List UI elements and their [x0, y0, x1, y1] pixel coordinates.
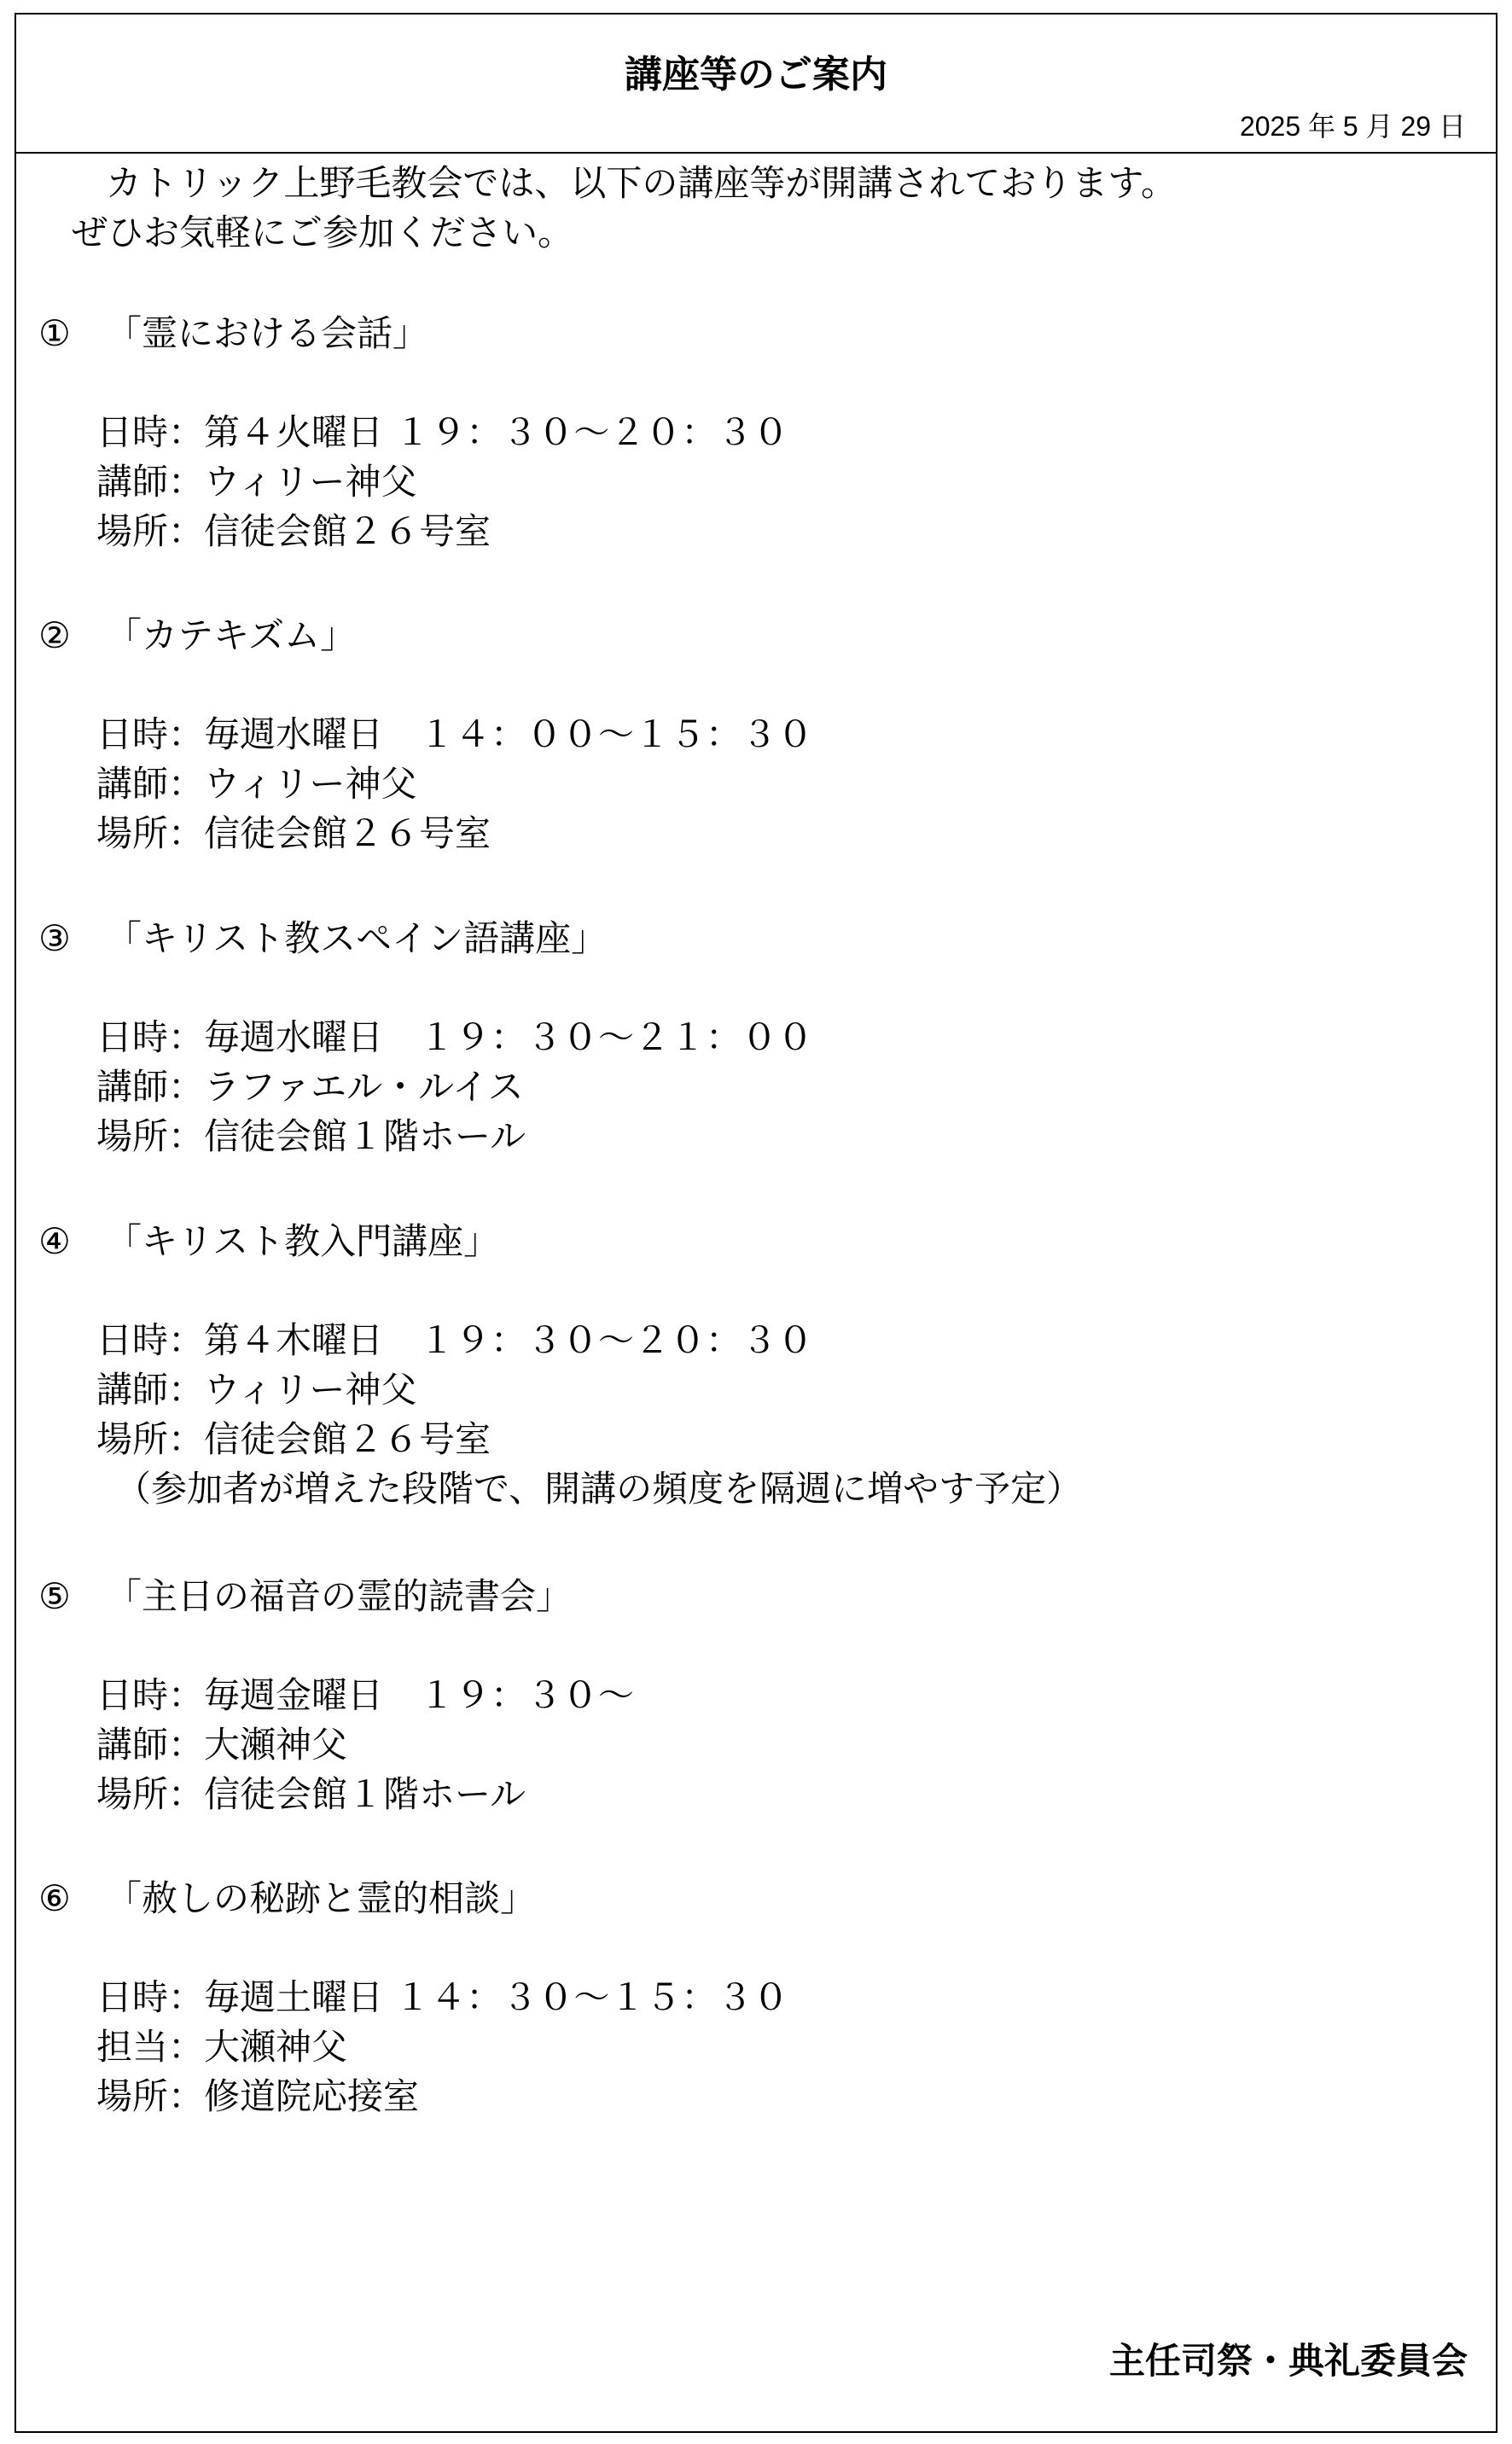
course-time: 日時：毎週水曜日 １９：３０～２１：００ [96, 1016, 814, 1058]
course-place: 場所：信徒会館１階ホール [96, 1773, 526, 1815]
course-time: 日時：第４火曜日 １９：３０～２０：３０ [96, 411, 789, 453]
document-date: 2025 年 5 月 29 日 [1239, 111, 1466, 142]
course-details [0, 1316, 1082, 1514]
course-name: 「カテキズム」 [106, 614, 357, 656]
course-heading [0, 309, 788, 358]
course-place: 場所：信徒会館２６号室 [96, 1418, 491, 1460]
course-heading [0, 1572, 634, 1621]
course-details [0, 408, 788, 556]
course-place: 場所：信徒会館２６号室 [96, 812, 491, 854]
intro-line-2: ぜひお気軽にご参加ください。 [72, 212, 574, 253]
course-lecturer: 講師：ラファエル・ルイス [96, 1066, 524, 1108]
course-name: 「赦しの秘跡と霊的相談」 [106, 1877, 537, 1919]
course-lecturer: 講師：ウィリー神父 [96, 763, 417, 805]
course-name: 「霊における会話」 [106, 312, 429, 354]
course-heading [0, 611, 813, 660]
course-number: ① [38, 312, 71, 354]
intro-line-1: カトリック上野毛教会では、以下の講座等が開講されております。 [106, 162, 1177, 204]
course-time: 日時：第４木曜日 １９：３０～２０：３０ [96, 1319, 814, 1361]
course-6 [0, 1874, 788, 2121]
course-details [0, 710, 813, 858]
course-time: 日時：毎週土曜日 １４：３０～１５：３０ [96, 1976, 789, 2018]
course-details [0, 1671, 634, 1819]
course-4 [0, 1217, 1082, 1514]
course-details [0, 1013, 813, 1161]
course-name: 「キリスト教入門講座」 [106, 1220, 500, 1262]
course-heading [0, 1217, 1082, 1266]
course-time: 日時：毎週金曜日 １９：３０～ [96, 1674, 635, 1716]
course-number: ② [38, 614, 71, 656]
course-name: 「主日の福音の霊的読書会」 [106, 1575, 573, 1617]
course-number: ⑤ [38, 1575, 71, 1617]
course-place: 場所：信徒会館２６号室 [96, 510, 491, 552]
course-heading [0, 914, 813, 963]
course-time: 日時：毎週水曜日 １４：００～１５：３０ [96, 713, 814, 755]
course-name: 「キリスト教スペイン語講座」 [106, 917, 608, 959]
course-heading [0, 1874, 788, 1923]
header-divider [15, 152, 1497, 154]
course-details [0, 1973, 788, 2121]
course-3 [0, 914, 813, 1161]
course-1 [0, 309, 788, 556]
document-title: 講座等のご案内 [625, 53, 887, 96]
course-lecturer: 講師：ウィリー神父 [96, 461, 417, 503]
course-place: 場所：信徒会館１階ホール [96, 1115, 526, 1157]
course-number: ⑥ [38, 1877, 71, 1919]
course-place: 場所：修道院応接室 [96, 2075, 420, 2117]
course-2 [0, 611, 813, 858]
course-number: ③ [38, 917, 71, 959]
course-lecturer: 講師：大瀬神父 [96, 1724, 348, 1766]
course-lecturer: 講師：ウィリー神父 [96, 1369, 417, 1411]
course-note: （参加者が増えた段階で、開講の頻度を隔週に増やす予定） [115, 1468, 1083, 1510]
intro-text [0, 159, 1177, 258]
course-5 [0, 1572, 634, 1819]
course-number: ④ [38, 1220, 71, 1262]
course-lecturer: 担当：大瀬神父 [96, 2026, 348, 2068]
signature-footer: 主任司祭・典礼委員会 [1108, 2340, 1468, 2382]
